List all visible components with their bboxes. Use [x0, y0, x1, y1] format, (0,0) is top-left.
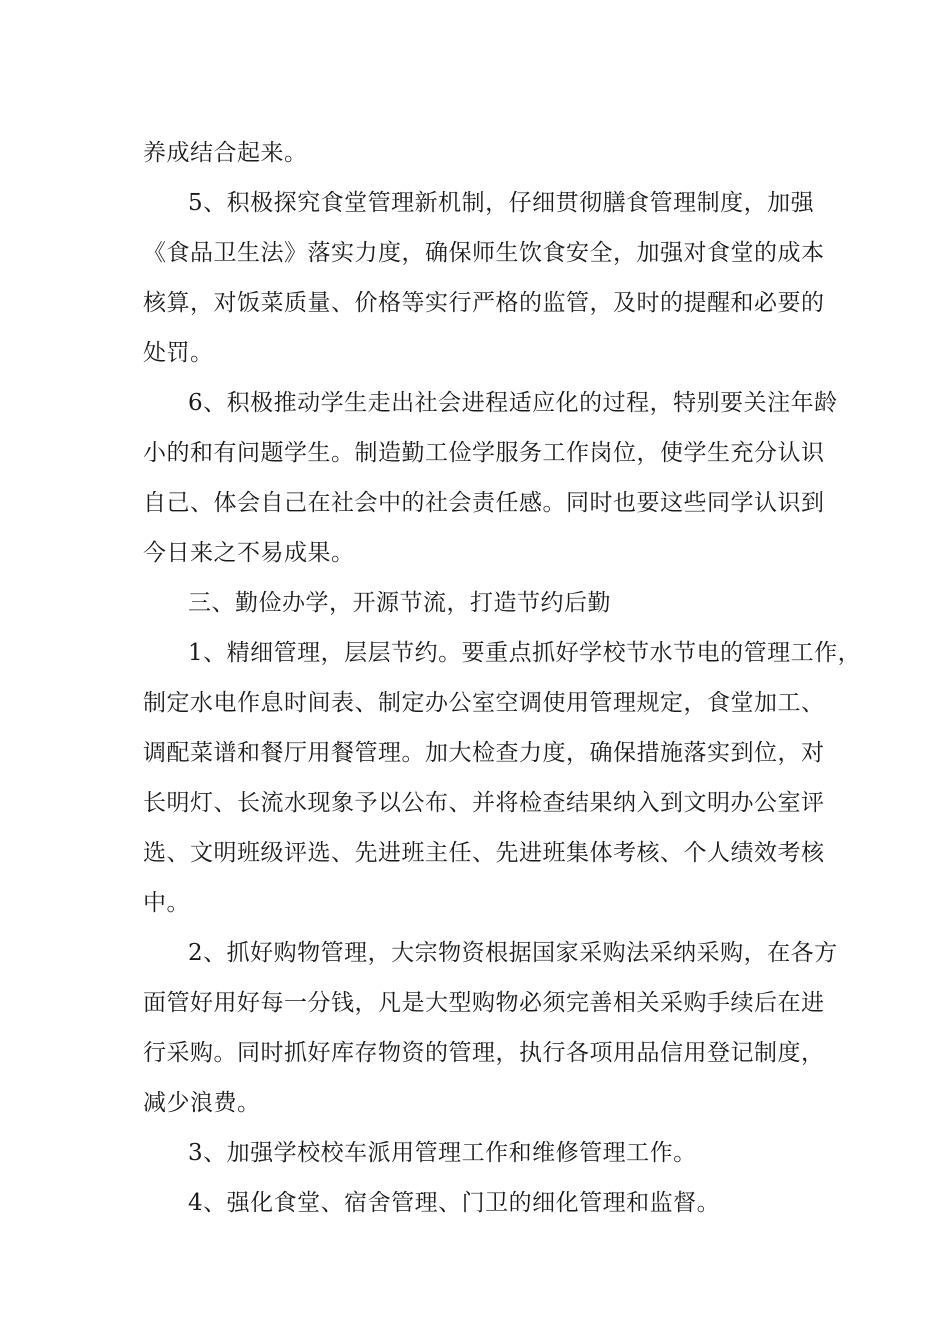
text-line: 《食品卫生法》落实力度，确保师生饮食安全，加强对食堂的成本 [143, 240, 825, 266]
text-line: 养成结合起来。 [143, 140, 308, 166]
text-line: 3、加强学校校车派用管理工作和维修管理工作。 [188, 1140, 697, 1166]
text-line: 核算，对饭菜质量、价格等实行严格的监管，及时的提醒和必要的 [143, 290, 825, 316]
text-line: 制定水电作息时间表、制定办公室空调使用管理规定，食堂加工、 [143, 690, 825, 716]
text-line: 减少浪费。 [143, 1090, 261, 1116]
text-line: 面管好用好每一分钱，凡是大型购物必须完善相关采购手续后在进 [143, 990, 825, 1016]
text-line: 6、积极推动学生走出社会进程适应化的过程，特别要关注年龄 [188, 390, 838, 416]
text-line: 选、文明班级评选、先进班主任、先进班集体考核、个人绩效考核 [143, 840, 825, 866]
text-line: 小的和有问题学生。制造勤工俭学服务工作岗位，使学生充分认识 [143, 440, 825, 466]
text-line: 调配菜谱和餐厅用餐管理。加大检查力度，确保措施落实到位，对 [143, 740, 825, 766]
text-line: 自己、体会自己在社会中的社会责任感。同时也要这些同学认识到 [143, 490, 825, 516]
text-line: 1、精细管理，层层节约。要重点抓好学校节水节电的管理工作， [188, 640, 862, 666]
text-line: 中。 [143, 890, 190, 916]
text-line: 行采购。同时抓好库存物资的管理，执行各项用品信用登记制度， [143, 1040, 825, 1066]
text-line: 5、积极探究食堂管理新机制，仔细贯彻膳食管理制度，加强 [188, 190, 815, 216]
section-heading: 三、勤俭办学，开源节流，打造节约后勤 [188, 590, 611, 616]
text-line: 4、强化食堂、宿舍管理、门卫的细化管理和监督。 [188, 1190, 721, 1216]
text-line: 2、抓好购物管理，大宗物资根据国家采购法采纳采购，在各方 [188, 940, 838, 966]
text-line: 处罚。 [143, 340, 214, 366]
text-line: 长明灯、长流水现象予以公布、并将检查结果纳入到文明办公室评 [143, 790, 825, 816]
text-line: 今日来之不易成果。 [143, 540, 355, 566]
